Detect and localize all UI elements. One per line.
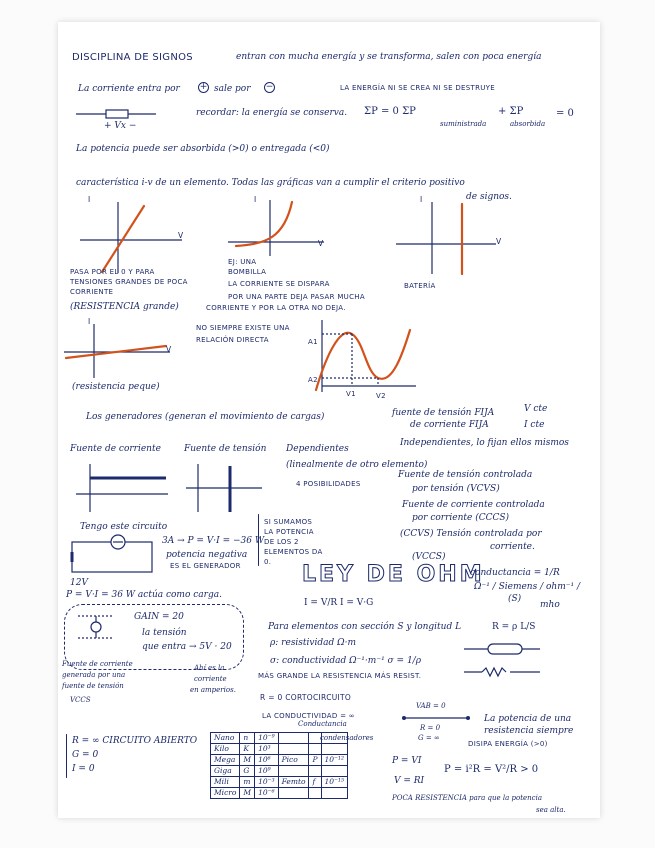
dependientes: Dependientes	[286, 444, 349, 454]
conductancia: conductancia = 1/R	[470, 568, 560, 578]
unidades: Ω⁻¹ / Siemens / ohm⁻¹ /	[474, 582, 580, 592]
open-2: G = 0	[72, 750, 99, 760]
g5-note-2: RELACIÓN DIRECTA	[196, 336, 269, 344]
short-circuit-wire	[400, 712, 472, 724]
circuit-diagram	[68, 536, 158, 578]
table-cell: Giga	[211, 766, 240, 777]
gain-caption-3: fuente de tensión	[62, 682, 124, 690]
graph-current-source	[74, 460, 170, 516]
table-row	[211, 777, 348, 788]
table-row	[211, 744, 348, 755]
gain-entra: que entra → 5V · 20	[142, 642, 232, 652]
g5-a2: A2	[308, 376, 318, 384]
cccs-line-2: por corriente (CCCS)	[412, 513, 510, 523]
p-formula: P = i²R = V²/R > 0	[444, 764, 539, 775]
energy-note: entran con mucha energía y se transforma, salen con poca energía	[236, 52, 542, 62]
table-cell: Kilo	[211, 744, 240, 755]
table-cell	[321, 766, 348, 777]
table-cell: 10³	[255, 744, 279, 755]
sum-eq: ΣP = 0 ΣP	[364, 106, 416, 117]
table-row	[211, 755, 348, 766]
circuit-gen: ES EL GENERADOR	[170, 562, 241, 570]
table-cell: Femto	[278, 777, 309, 788]
v-cte: V cte	[524, 404, 548, 414]
g1-axis-i: I	[88, 195, 91, 204]
table-cell: Nano	[211, 733, 240, 744]
secc: Para elementos con sección S y longitud L	[268, 622, 462, 632]
graph-bulb	[226, 195, 326, 258]
g3-axis-i: I	[420, 195, 423, 204]
g5-v1: V1	[346, 390, 356, 398]
vccs-diagram	[74, 610, 118, 644]
g5-note-1: NO SIEMPRE EXISTE UNA	[196, 324, 290, 332]
poca: POCA RESISTENCIA para que la potencia	[392, 794, 543, 802]
table-cell	[309, 766, 321, 777]
vcvs-line-1: Fuente de tensión controlada	[398, 470, 533, 480]
cccs-line-1: Fuente de corriente controlada	[402, 500, 545, 510]
table-cell	[278, 744, 309, 755]
g2-axis-v: V	[318, 239, 324, 248]
fuente-corriente-label: Fuente de corriente	[70, 444, 161, 454]
ohm-formulas: I = V/R I = V·G	[304, 598, 374, 608]
graph-resistance-small	[62, 317, 174, 380]
characteristic-line-2: de signos.	[466, 192, 512, 202]
vcvs-line-2: por tensión (VCVS)	[412, 484, 500, 494]
ccvs-line-2: corriente.	[490, 542, 535, 552]
table-row	[211, 733, 348, 744]
graph-resistance-large	[78, 195, 188, 278]
table-cell: M	[240, 788, 255, 799]
sigma: σ: conductividad Ω⁻¹·m⁻¹ σ = 1/ρ	[270, 656, 421, 666]
circuit-side-5: 0.	[264, 558, 272, 566]
circuit-neg: potencia negativa	[166, 550, 248, 560]
g1-caption-3: CORRIENTE	[70, 288, 114, 296]
table-cell: m	[240, 777, 255, 788]
graph-nonlinear	[312, 316, 418, 396]
fuente-v-fija: fuente de tensión FIJA	[392, 408, 495, 418]
gain-caption-2: generada por una	[62, 671, 126, 679]
circuit-side-2: LA POTENCIA	[264, 528, 314, 536]
condensadores: condensadores	[320, 734, 374, 742]
g2-caption-5: CORRIENTE Y POR LA OTRA NO DEJA.	[206, 304, 346, 312]
ccvs-line-1: (CCVS) Tensión controlada por	[400, 529, 542, 539]
g2-caption-3: LA CORRIENTE SE DISPARA	[228, 280, 330, 288]
table-cell	[321, 788, 348, 799]
table-cell: 10⁶	[255, 755, 279, 766]
unidades-s: (S)	[508, 594, 522, 604]
plus-terminal-icon: +	[199, 82, 208, 92]
table-cell: Mili	[211, 777, 240, 788]
table-cell: Pico	[278, 755, 309, 766]
r0: R = 0 CORTOCIRCUITO	[260, 693, 352, 702]
table-cell: 10⁻¹⁵	[321, 777, 348, 788]
current-line: La corriente entra por	[78, 84, 180, 94]
vccs: (VCCS)	[412, 552, 446, 562]
table-cell	[321, 744, 348, 755]
table-cell: Micro	[211, 788, 240, 799]
current-sale: sale por	[214, 84, 251, 94]
fuente-i-fija: de corriente FIJA	[410, 420, 489, 430]
table-cell: M	[240, 755, 255, 766]
sum-eq-2: + ΣP	[498, 106, 524, 117]
potencia-2: resistencia siempre	[484, 726, 574, 736]
conductor-diagram	[462, 638, 542, 688]
circuit-p-line: P = V·I = 36 W actúa como carga.	[66, 590, 222, 600]
g4-axis-v: V	[166, 345, 172, 354]
table-cell: 10⁻³	[255, 777, 279, 788]
gain-caption-4: VCCS	[70, 696, 91, 704]
label-absorbida: absorbida	[510, 120, 546, 128]
resist-formula: R = ρ L/S	[492, 622, 536, 632]
g3-caption: BATERÍA	[404, 282, 436, 290]
table-cell	[278, 766, 309, 777]
mas-grande: MÁS GRANDE LA RESISTENCIA MÁS RESIST.	[258, 672, 422, 680]
i-cte: I cte	[524, 420, 545, 430]
table-cell	[278, 733, 309, 744]
dependientes-sub: (linealmente de otro elemento)	[286, 460, 428, 470]
reminder: recordar: la energía se conserva.	[196, 108, 348, 118]
rho: ρ: resistividad Ω·m	[270, 638, 356, 648]
table-cell	[321, 733, 348, 744]
gain-value: GAIN = 20	[134, 612, 184, 622]
g4-sub: (resistencia peque)	[72, 382, 160, 392]
ahi-1: Ahí es la	[194, 664, 225, 672]
characteristic-line-1: característica i-v de un elemento. Todas las gráficas van a cumplir el criterio positivo	[76, 178, 465, 188]
table-cell: 10⁻⁶	[255, 788, 279, 799]
table-cell: K	[240, 744, 255, 755]
g3-axis-v: V	[496, 237, 502, 246]
energy-caps: LA ENERGÍA NI SE CREA NI SE DESTRUYE	[340, 84, 495, 92]
p-vi: P = VI	[392, 756, 422, 766]
g4-axis-i: I	[88, 317, 91, 326]
label-suministrada: suministrada	[440, 120, 487, 128]
r0-eq: R = 0	[420, 724, 441, 732]
circuit-12v: 12V	[70, 578, 88, 588]
table-cell	[309, 788, 321, 799]
conductancia-label: Conductancia	[298, 720, 347, 728]
page-title: DISCIPLINA DE SIGNOS	[72, 52, 193, 63]
vab: VAB = 0	[416, 702, 446, 710]
table-cell	[309, 744, 321, 755]
minus-terminal-icon: −	[265, 82, 274, 92]
g2-axis-i: I	[254, 195, 257, 204]
circuit-side-3: DE LOS 2	[264, 538, 299, 546]
mho: mho	[540, 600, 560, 610]
g1-caption-1: PASA POR EL 0 Y PARA	[70, 268, 155, 276]
g1-axis-v: V	[178, 231, 184, 240]
table-row	[211, 766, 348, 777]
table-cell: P	[309, 755, 321, 766]
graph-voltage-source	[184, 460, 264, 516]
g5-a1: A1	[308, 338, 318, 346]
g5-v2: V2	[376, 392, 386, 400]
eq-zero: = 0	[556, 108, 574, 119]
table-cell	[309, 733, 321, 744]
potencia-3: DISIPA ENERGÍA (>0)	[468, 740, 548, 748]
circuit-title: Tengo este circuito	[80, 522, 168, 532]
table-cell	[278, 788, 309, 799]
table-cell: 10⁻⁹	[255, 733, 279, 744]
g2-caption-2: BOMBILLA	[228, 268, 267, 276]
ahi-2: corriente	[194, 675, 227, 683]
potencia-1: La potencia de una	[484, 714, 572, 724]
gain-tension: la tensión	[142, 628, 187, 638]
ohm-title: LEY DE OHM	[302, 562, 485, 587]
circuit-eq: 3A → P = V·I = −36 W	[162, 536, 265, 546]
open-1: R = ∞ CIRCUITO ABIERTO	[72, 736, 198, 746]
g-inf: G = ∞	[418, 734, 440, 742]
circuit-side-4: ELEMENTOS DA	[264, 548, 323, 556]
g2-caption-1: EJ: UNA	[228, 258, 257, 266]
generators-title: Los generadores (generan el movimiento de cargas)	[86, 412, 325, 422]
open-3: I = 0	[72, 764, 95, 774]
table-cell: Mega	[211, 755, 240, 766]
table-cell: 10⁻¹²	[321, 755, 348, 766]
fuente-tension-label: Fuente de tensión	[184, 444, 267, 454]
posibilidades: 4 POSIBILIDADES	[296, 480, 361, 488]
circuit-side-1: SI SUMAMOS	[264, 518, 313, 526]
resistor-vx: + Vx −	[104, 121, 137, 131]
table-row	[211, 788, 348, 799]
g1-sub: (RESISTENCIA grande)	[70, 302, 179, 312]
prefix-table	[210, 732, 348, 799]
poca-2: sea alta.	[536, 806, 566, 814]
g2-caption-4: POR UNA PARTE DEJA PASAR MUCHA	[228, 293, 365, 301]
independientes: Independientes, lo fijan ellos mismos	[400, 438, 569, 448]
cond-inf: LA CONDUCTIVIDAD = ∞	[262, 712, 355, 720]
table-cell: f	[309, 777, 321, 788]
table-cell: 10⁹	[255, 766, 279, 777]
power-line: La potencia puede ser absorbida (>0) o entregada (<0)	[76, 144, 330, 154]
g1-caption-2: TENSIONES GRANDES DE POCA	[70, 278, 188, 286]
ahi-3: en amperios.	[190, 686, 236, 694]
table-cell: G	[240, 766, 255, 777]
gain-caption-1: Fuente de corriente	[62, 660, 133, 668]
table-cell: n	[240, 733, 255, 744]
v-ri: V = RI	[394, 776, 425, 786]
